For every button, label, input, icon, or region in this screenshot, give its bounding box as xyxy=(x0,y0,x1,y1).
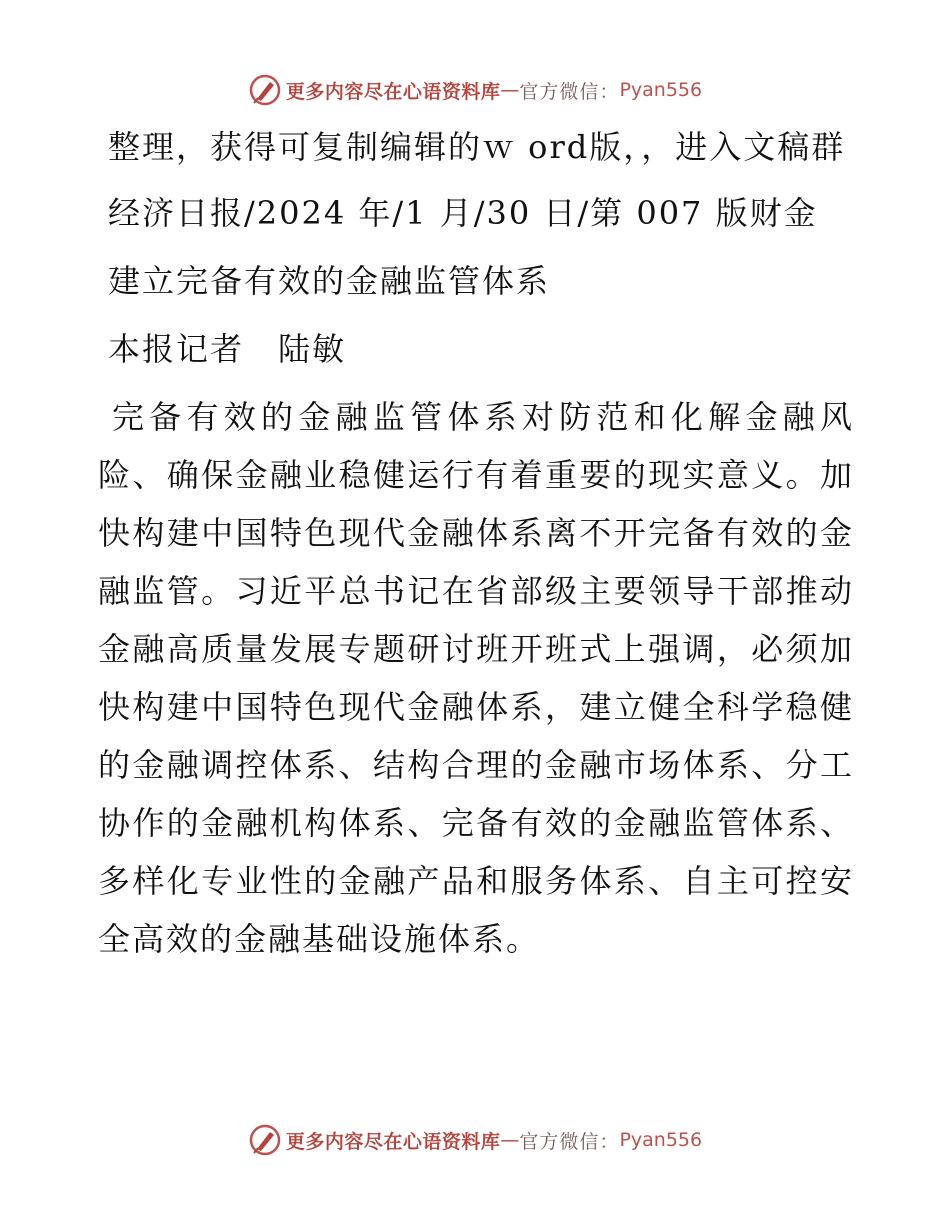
watermark-site-text: 更多内容尽在心语资料库 xyxy=(285,1130,501,1153)
watermark-wechat-id: Pyan556 xyxy=(619,1129,703,1151)
watermark-wechat-label: 官方微信： xyxy=(519,80,620,103)
document-body xyxy=(98,118,854,968)
watermark-wechat-id: Pyan556 xyxy=(619,79,703,101)
reporter-byline: 本报记者 陆敏 xyxy=(108,330,347,368)
body-paragraph: 完备有效的金融监管体系对防范和化解金融风险、确保金融业稳健运行有着重要的现实意义。加快构建中国特色现代金融体系离不开完备有效的金融监管。习近平总书记在省部级主要领导干部推动金融高质量发展专题研讨班开班式上强调，必须加快构建中国特色现代金融体系，建立健全科学稳健的金融调控体系、结构合理的金融市场体系、分工协作的金融机构体系、完备有效的金融监管体系、多样化专业性的金融产品和服务体系、自主可控安全高效的金融基础设施体系。 xyxy=(98,398,854,958)
watermark-site-text: 更多内容尽在心语资料库 xyxy=(285,80,501,103)
article-headline: 建立完备有效的金融监管体系 xyxy=(108,262,551,300)
footer-watermark xyxy=(0,1122,950,1158)
intro-line: 整理，获得可复制编辑的ｗ ord版，，进入文稿群 xyxy=(108,128,846,166)
watermark-dash: — xyxy=(500,79,520,101)
watermark-wechat-label: 官方微信： xyxy=(519,1130,620,1153)
source-line: 经济日报/2024 年/1 月/30 日/第 007 版财金 xyxy=(108,194,818,232)
watermark-dash: — xyxy=(500,1129,520,1151)
quill-pen-logo-icon xyxy=(248,1123,282,1157)
header-watermark xyxy=(0,72,950,108)
quill-pen-logo-icon xyxy=(248,73,282,107)
